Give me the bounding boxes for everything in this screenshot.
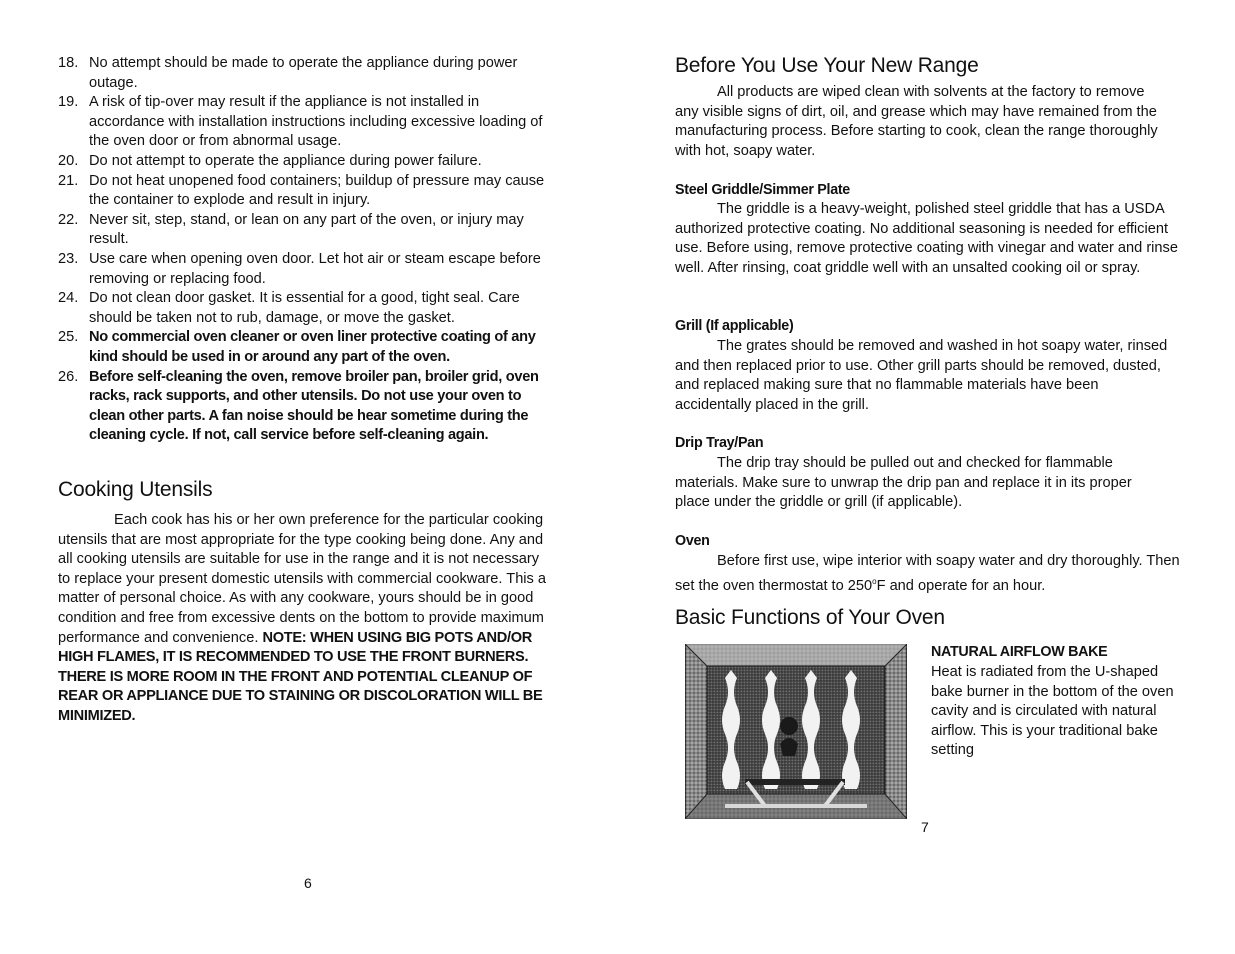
griddle-body <box>675 200 1185 278</box>
basic-functions-heading: Basic Functions of Your Oven <box>675 606 945 629</box>
oven-airflow-illustration <box>685 644 907 819</box>
cooking-utensils-heading: Cooking Utensils <box>58 478 213 501</box>
natural-airflow-body: Heat is radiated from the U-shaped bake burner in the bottom of the oven cavity and is circulated with natural airflow. This is your traditional bake setting <box>931 664 1174 759</box>
front-burner-note: NOTE: WHEN USING BIG POTS AND/OR HIGH FLAMES, IT IS RECOMMENDED TO USE THE FRONT BURNERS. THERE IS MORE ROOM IN THE FRONT AND POTENTIAL CLEANUP OF REAR OR APPLIANCE DUE TO STAINING OR DISCOLORATION WILL BE MINIMIZED. <box>58 629 543 724</box>
list-item: 24. Do not clean door gasket. It is essential for a good, tight seal. Care should be taken not to rub, damage, or move the gasket. <box>58 290 520 326</box>
list-item: 21. Do not heat unopened food containers; buildup of pressure may cause the container to explode and result in injury. <box>58 172 545 209</box>
safety-instructions-list <box>58 54 548 446</box>
before-use-intro-text: All products are wiped clean with solvents at the factory to remove any visible signs of dirt, oil, and grease which may have remained from the manufacturing process. Before starting to cook, clean the range thoroughly with hot, soapy water. <box>675 84 1158 159</box>
oven-body <box>675 552 1185 596</box>
griddle-heading: Steel Griddle/Simmer Plate <box>675 182 850 198</box>
cooking-utensils-text: Each cook has his or her own preference for the particular cooking utensils that are most appropriate for the type cooking being done. Any and all cooking utensils are suitable for use in the range and it is not necessary to replace your present domestic utensils with commercial cookware. This a matter of personal choice. As with any cookware, yours should be in good condition and free from excessive dents on the bottom to provide maximum performance and convenience. <box>58 512 547 646</box>
list-item: 20. Do not attempt to operate the appliance during power failure. <box>58 152 482 169</box>
list-item: 25. No commercial oven cleaner or oven liner protective coating of any kind should be used in or around any part of the oven. <box>58 329 536 365</box>
cooking-utensils-body <box>58 511 548 727</box>
griddle-body-text: The griddle is a heavy-weight, polished steel griddle that has a USDA authorized protective coating. No additional seasoning is needed for efficient use. Before using, remove protective coating with vinegar and water and rinse well. After rinsing, coat griddle well with an unsalted cooking oil or spray. <box>675 201 1178 276</box>
oven-body-text-1: Before first use, wipe interior with soapy water and dry thoroughly. Then set the oven thermostat to 250 <box>675 553 1180 594</box>
drip-tray-body-text: The drip tray should be pulled out and checked for flammable materials. Make sure to unwrap the drip pan and replace it in its proper place under the griddle or grill (if applicable). <box>675 455 1132 511</box>
list-item: 23. Use care when opening oven door. Let hot air or steam escape before removing or replacing food. <box>58 250 541 287</box>
oven-body-text-2: F and operate for an hour. <box>876 577 1046 594</box>
left-page <box>0 0 617 954</box>
degree-symbol: o <box>872 576 877 586</box>
list-item: 18. No attempt should be made to operate the appliance during power outage. <box>58 55 518 91</box>
grill-heading: Grill (If applicable) <box>675 318 794 334</box>
list-item: 22. Never sit, step, stand, or lean on any part of the oven, or injury may result. <box>58 211 524 248</box>
page-number: 6 <box>304 875 312 891</box>
right-page <box>617 0 1235 954</box>
oven-heading: Oven <box>675 533 710 549</box>
list-item: 19. A risk of tip-over may result if the appliance is not installed in accordance with installation instructions including excessive loading of the oven door or from abnormal usage. <box>58 94 543 150</box>
page-number: 7 <box>921 819 929 835</box>
before-you-use-heading: Before You Use Your New Range <box>675 54 979 77</box>
before-use-intro <box>675 83 1165 161</box>
grill-body <box>675 337 1175 415</box>
grill-body-text: The grates should be removed and washed in hot soapy water, rinsed and then replaced prior to use. Other grill parts should be removed, dusted, and replaced making sure that no flammable materials have been accidentally placed in the grill. <box>675 338 1168 413</box>
drip-tray-body <box>675 454 1170 513</box>
list-item: 26. Before self-cleaning the oven, remove broiler pan, broiler grid, oven racks, rack supports, and other utensils. Do not use your oven to clean other parts. A fan noise should be hear sometime during the cleaning cycle. If not, call service before self-cleaning again. <box>58 368 539 444</box>
natural-airflow-heading: NATURAL AIRFLOW BAKE <box>931 644 1108 660</box>
drip-tray-heading: Drip Tray/Pan <box>675 435 764 451</box>
